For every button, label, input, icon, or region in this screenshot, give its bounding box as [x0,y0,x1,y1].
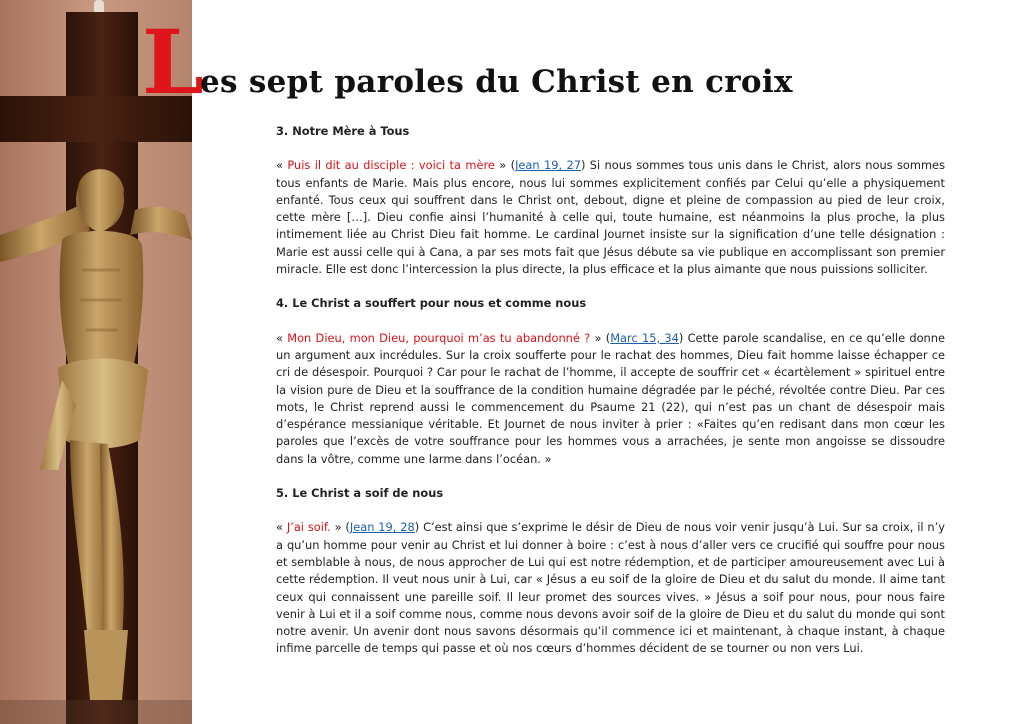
title-drop-cap: L [142,10,202,114]
scripture-quote: Puis il dit au disciple : voici ta mère [282,158,495,173]
paragraph-text: Si nous sommes tous unis dans le Christ, alors nous sommes tous enfants de Marie. Mais plus encore, nous lui sommes explicitement confiés par Celui qu’elle a physiquement enfanté. Tous ceux qui souffrent dans le Christ ont, debout, digne et pleine de compassion au pied de leur croix, cette mère […]. Dieu confie ainsi l’humanité à celle qui, toute humaine, est néanmoins la plus proche, la plus intimement liée au Christ Dieu fait homme. Le cardinal Journet insiste sur la signification d’une telle désignation : Marie est aussi celle qui à Cana, a par ses mots fait que Jésus débute sa vie publique en accomplissant son premier miracle. Elle est donc l’intercession la plus directe, la plus efficace et la plus aimante que nous puissions solliciter. [276,158,945,277]
section-christ-soif [276,485,945,658]
open-quote: « [276,158,283,173]
ref-close: ) [678,330,684,345]
scripture-reference-link[interactable]: Jean 19, 28 [349,520,415,535]
section-paragraph [276,330,945,468]
scripture-reference-link[interactable]: Jean 19, 27 [515,158,581,173]
title-text: es sept paroles du Christ en croix [200,64,793,100]
open-quote: « [276,520,283,535]
quote-close: » ( [590,330,611,345]
ref-close: ) [414,520,420,535]
paragraph-text: Cette parole scandalise, en ce qu’elle donne un argument aux incrédules. Sur la croix soufferte pour le rachat des hommes, Dieu fait homme laisse échapper ce cri de désespoir. Pourquoi ? Car pour le rachat de l’homme, il accepte de souffrir cet « écartèlement » spirituel entre la vision pure de Dieu et la souffrance de la condition humaine dégradée par le péché, révoltée contre Dieu. Par ces mots, le Christ reprend aussi le commencement du Psaume 21 (22), qui n’est pas un chant de désespoir mais d’espérance messianique véritable. Et Journet de nous inviter à prier : «Faites qu’en redisant dans mon cœur les paroles que l’excès de votre souffrance pour les hommes vous a arrachées, je sente mon angoisse se dissoudre dans la vôtre, comme une larme dans l’océan. » [276,330,946,466]
scripture-reference-link[interactable]: Marc 15, 34 [610,330,679,345]
section-notre-mere [276,123,945,278]
ref-close: ) [580,158,586,173]
quote-close: » ( [330,520,350,535]
scripture-quote: J’ai soif. [282,520,331,535]
quote-close: » ( [494,158,516,173]
section-heading: 3. Notre Mère à Tous [276,124,410,138]
section-heading: 4. Le Christ a souffert pour nous et comme nous [276,296,587,311]
section-paragraph [276,519,945,657]
section-christ-souffert [276,295,945,468]
section-heading: 5. Le Christ a soif de nous [276,486,444,501]
paragraph-text: C’est ainsi que s’exprime le désir de Dieu de nous voir venir jusqu’à Lui. Sur sa croix, il n’y a qu’un homme pour venir au Christ et lui donner à boire : c’est à nous d’aller vers ce crucifié qui souffre pour nous et semblable à nous, de nous approcher de Lui qui est notre rédemption, et de participer amoureusement avec Lui à cette rédemption. Il veut nous unir à Lui, car « Jésus a eu soif de la gloire de Dieu et du salut du monde. Il aime tant ceux qui connaissent une pareille soif. Il leur promet des sources vives. » Jésus a soif pour nous, pour nous faire venir à Lui et il a soif comme nous, comme nous devons avoir soif de la gloire de Dieu et du salut du monde qui sont notre avenir. Un avenir dont nous savons désormais qu’il commence ici et maintenant, à chaque instant, à chaque infime parcelle de temps qui passe et où nos cœurs d’hommes décident de se tourner ou non vers Lui. [276,520,945,656]
article-body [276,123,945,675]
scripture-quote: Mon Dieu, mon Dieu, pourquoi m’as tu abandonné ? [282,330,591,345]
open-quote: « [276,330,283,345]
section-paragraph [276,157,945,278]
